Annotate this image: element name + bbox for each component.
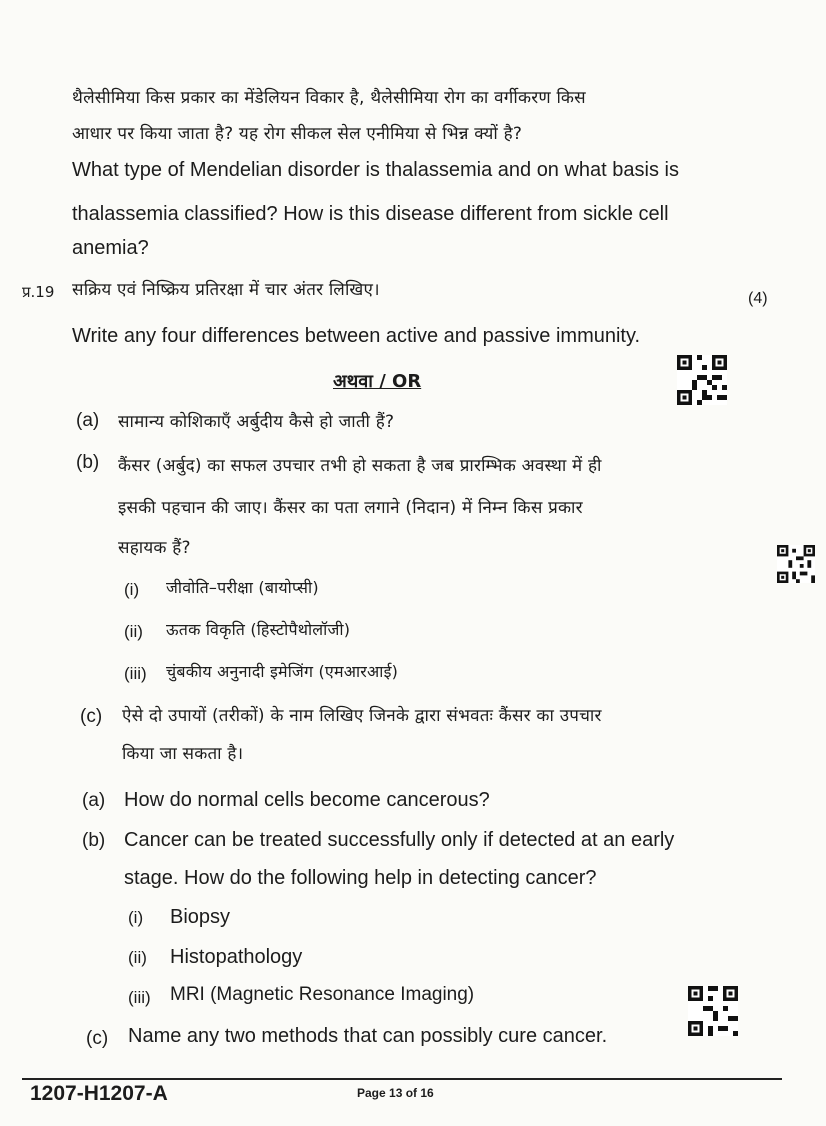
qr-code-icon <box>677 355 727 405</box>
question-number-19: प्र.19 <box>22 283 55 301</box>
paper-code: 1207-H1207-A <box>30 1082 168 1105</box>
en-part-b-line-2: stage. How do the following help in detecting cancer? <box>124 867 597 889</box>
qr-code-icon <box>688 985 738 1037</box>
en-sub-iii-text: MRI (Magnetic Resonance Imaging) <box>170 984 475 1005</box>
q19-hindi: सक्रिय एवं निष्क्रिय प्रतिरक्षा में चार अंतर लिखिए। <box>72 280 380 300</box>
hi-sub-i-text: जीवोति–परीक्षा (बायोप्सी) <box>166 578 319 597</box>
q18-english-line-3: anemia? <box>72 237 149 259</box>
en-sub-ii-text: Histopathology <box>170 946 303 968</box>
hi-part-b-line-2: इसकी पहचान की जाए। कैंसर का पता लगाने (निदान) में निम्न किस प्रकार <box>118 498 583 518</box>
footer-divider <box>22 1078 782 1080</box>
en-sub-iii-label: (iii) <box>128 988 151 1007</box>
q18-hindi-line-2: आधार पर किया जाता है? यह रोग सीकल सेल एनीमिया से भिन्न क्यों है? <box>72 124 523 144</box>
hi-sub-iii-label: (iii) <box>124 664 147 683</box>
q19-english: Write any four differences between active and passive immunity. <box>72 325 641 347</box>
hi-part-b-line-3: सहायक हैं? <box>118 538 191 558</box>
page-number: Page 13 of 16 <box>357 1086 434 1100</box>
q18-hindi-line-1: थैलेसीमिया किस प्रकार का मेंडेलियन विकार है, थैलेसीमिया रोग का वर्गीकरण किस <box>72 88 586 108</box>
en-part-b-line-1: Cancer can be treated successfully only if detected at an early <box>124 829 675 851</box>
hi-part-c-label: (c) <box>80 706 103 727</box>
hi-sub-i-label: (i) <box>124 580 140 599</box>
or-divider: अथवा / OR <box>333 371 422 392</box>
hi-part-a-label: (a) <box>76 410 100 431</box>
en-part-b-label: (b) <box>82 830 106 851</box>
hi-sub-ii-text: ऊतक विकृति (हिस्टोपैथोलॉजी) <box>166 620 351 639</box>
en-sub-ii-label: (ii) <box>128 948 147 967</box>
hi-part-c-line-1: ऐसे दो उपायों (तरीकों) के नाम लिखिए जिनके द्वारा संभवतः कैंसर का उपचार <box>122 706 602 726</box>
en-sub-i-text: Biopsy <box>170 906 231 928</box>
hi-sub-ii-label: (ii) <box>124 622 143 641</box>
qr-code-icon <box>776 545 816 583</box>
en-part-c-text: Name any two methods that can possibly cure cancer. <box>128 1025 608 1047</box>
q18-english-line-2: thalassemia classified? How is this disease different from sickle cell <box>72 203 669 225</box>
en-part-a-label: (a) <box>82 790 106 811</box>
en-sub-i-label: (i) <box>128 908 144 927</box>
q19-marks: (4) <box>748 290 768 307</box>
hi-part-c-line-2: किया जा सकता है। <box>122 744 244 764</box>
hi-part-a-text: सामान्य कोशिकाएँ अर्बुदीय कैसे हो जाती हैं? <box>118 412 395 432</box>
hi-part-b-label: (b) <box>76 452 100 473</box>
hi-sub-iii-text: चुंबकीय अनुनादी इमेजिंग (एमआरआई) <box>166 662 399 681</box>
hi-part-b-line-1: कैंसर (अर्बुद) का सफल उपचार तभी हो सकता है जब प्रारम्भिक अवस्था में ही <box>118 456 602 476</box>
en-part-c-label: (c) <box>86 1028 109 1049</box>
en-part-a-text: How do normal cells become cancerous? <box>124 789 490 811</box>
q18-english-line-1: What type of Mendelian disorder is thalassemia and on what basis is <box>72 159 679 181</box>
